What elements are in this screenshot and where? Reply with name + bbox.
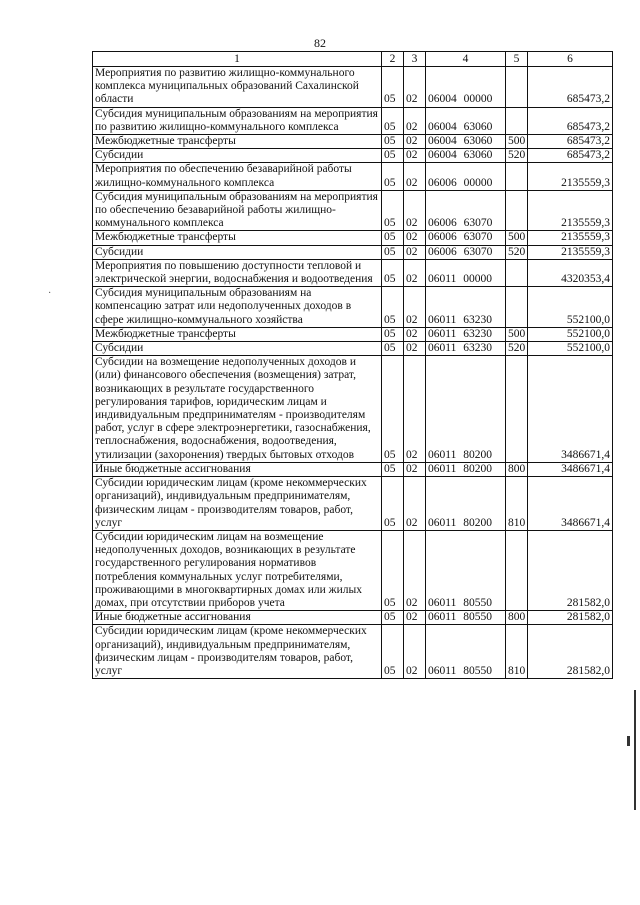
row-subsection: 02 — [404, 135, 426, 149]
table-row — [93, 625, 613, 679]
row-amount: 3486671,4 — [528, 462, 613, 476]
row-target-code: 06004 63060 — [426, 149, 506, 163]
column-header-target: 4 — [426, 52, 506, 67]
table-row — [93, 611, 613, 625]
table-row — [93, 67, 613, 108]
row-amount: 2135559,3 — [528, 190, 613, 231]
row-subsection: 02 — [404, 462, 426, 476]
row-subsection: 02 — [404, 107, 426, 134]
row-expense-type: 520 — [506, 245, 528, 259]
row-amount: 3486671,4 — [528, 356, 613, 463]
row-subsection: 02 — [404, 149, 426, 163]
row-expense-type: 500 — [506, 135, 528, 149]
column-header-expense-type: 5 — [506, 52, 528, 67]
row-section: 05 — [382, 462, 404, 476]
row-subsection: 02 — [404, 231, 426, 245]
row-subsection: 02 — [404, 611, 426, 625]
row-target-code: 06006 00000 — [426, 163, 506, 190]
row-name: Субсидия муниципальным образованиям на мероприятия по развитию жилищно-коммунального комплекса — [93, 107, 382, 134]
row-subsection: 02 — [404, 190, 426, 231]
row-section: 05 — [382, 342, 404, 356]
table-row — [93, 462, 613, 476]
row-name: Субсидии на возмещение недополученных доходов и (или) финансового обеспечения (возмещения) затрат, возникающих в результате государственного регулирования тарифов, юридическим лицам и индивидуальным предпринимателям - производителям работ, услуг в сфере электроэнергетики, газоснабжения, теплоснабжения, водоснабжения, водоотведения, утилизации (захоронения) твердых бытовых отходов — [93, 356, 382, 463]
row-subsection: 02 — [404, 342, 426, 356]
row-expense-type — [506, 163, 528, 190]
table-row — [93, 135, 613, 149]
row-name: Субсидии юридическим лицам на возмещение недополученных доходов, возникающих в результате государственного регулирования нормативов потребления коммунальных услуг потребителями, проживающими в многоквартирных домах или жилых домах, при отсутствии приборов учета — [93, 530, 382, 610]
row-section: 05 — [382, 67, 404, 108]
row-name: Межбюджетные трансферты — [93, 327, 382, 341]
table-row — [93, 287, 613, 328]
row-subsection: 02 — [404, 163, 426, 190]
row-amount: 552100,0 — [528, 327, 613, 341]
table-row — [93, 231, 613, 245]
budget-table — [92, 51, 613, 679]
scan-mark: · — [48, 288, 52, 299]
row-subsection: 02 — [404, 287, 426, 328]
row-name: Субсидии — [93, 342, 382, 356]
row-amount: 2135559,3 — [528, 163, 613, 190]
row-section: 05 — [382, 611, 404, 625]
row-section: 05 — [382, 530, 404, 610]
row-target-code: 06011 63230 — [426, 327, 506, 341]
row-name: Субсидии — [93, 245, 382, 259]
row-target-code: 06006 63070 — [426, 245, 506, 259]
row-amount: 552100,0 — [528, 287, 613, 328]
row-section: 05 — [382, 149, 404, 163]
table-header-row — [93, 52, 613, 67]
row-target-code: 06011 80200 — [426, 462, 506, 476]
row-target-code: 06011 80200 — [426, 477, 506, 531]
row-subsection: 02 — [404, 259, 426, 286]
table-row — [93, 327, 613, 341]
scan-edge-line — [634, 690, 636, 810]
row-target-code: 06006 63070 — [426, 190, 506, 231]
row-expense-type: 520 — [506, 342, 528, 356]
row-subsection: 02 — [404, 327, 426, 341]
row-name: Межбюджетные трансферты — [93, 135, 382, 149]
row-section: 05 — [382, 477, 404, 531]
table-row — [93, 530, 613, 610]
row-amount: 685473,2 — [528, 149, 613, 163]
row-name: Межбюджетные трансферты — [93, 231, 382, 245]
column-header-name: 1 — [93, 52, 382, 67]
row-section: 05 — [382, 245, 404, 259]
table-row — [93, 245, 613, 259]
row-name: Иные бюджетные ассигнования — [93, 611, 382, 625]
table-row — [93, 342, 613, 356]
row-section: 05 — [382, 287, 404, 328]
row-amount: 685473,2 — [528, 135, 613, 149]
row-expense-type: 500 — [506, 231, 528, 245]
row-expense-type — [506, 107, 528, 134]
row-section: 05 — [382, 107, 404, 134]
row-name: Субсидия муниципальным образованиям на компенсацию затрат или недополученных доходов в сфере жилищно-коммунального хозяйства — [93, 287, 382, 328]
row-target-code: 06011 80550 — [426, 611, 506, 625]
row-section: 05 — [382, 231, 404, 245]
row-target-code: 06011 00000 — [426, 259, 506, 286]
column-header-amount: 6 — [528, 52, 613, 67]
row-expense-type — [506, 530, 528, 610]
row-expense-type — [506, 190, 528, 231]
row-section: 05 — [382, 327, 404, 341]
row-expense-type: 500 — [506, 327, 528, 341]
row-target-code: 06006 63070 — [426, 231, 506, 245]
table-row — [93, 477, 613, 531]
row-subsection: 02 — [404, 67, 426, 108]
table-row — [93, 149, 613, 163]
row-amount: 281582,0 — [528, 530, 613, 610]
row-amount: 281582,0 — [528, 611, 613, 625]
row-amount: 2135559,3 — [528, 231, 613, 245]
row-expense-type: 810 — [506, 477, 528, 531]
table-row — [93, 190, 613, 231]
row-section: 05 — [382, 163, 404, 190]
table-row — [93, 259, 613, 286]
row-expense-type — [506, 67, 528, 108]
row-name: Субсидии — [93, 149, 382, 163]
row-subsection: 02 — [404, 625, 426, 679]
row-name: Субсидия муниципальным образованиям на мероприятия по обеспечению безаварийной работы жилищно-коммунального комплекса — [93, 190, 382, 231]
row-subsection: 02 — [404, 477, 426, 531]
row-target-code: 06011 80550 — [426, 625, 506, 679]
row-amount: 685473,2 — [528, 107, 613, 134]
row-expense-type: 800 — [506, 462, 528, 476]
row-section: 05 — [382, 625, 404, 679]
row-amount: 3486671,4 — [528, 477, 613, 531]
row-section: 05 — [382, 135, 404, 149]
row-expense-type — [506, 356, 528, 463]
row-expense-type: 800 — [506, 611, 528, 625]
row-name: Мероприятия по повышению доступности тепловой и электрической энергии, водоснабжения и водоотведения — [93, 259, 382, 286]
row-amount: 685473,2 — [528, 67, 613, 108]
row-expense-type: 520 — [506, 149, 528, 163]
row-target-code: 06011 80200 — [426, 356, 506, 463]
row-target-code: 06011 63230 — [426, 342, 506, 356]
row-target-code: 06011 80550 — [426, 530, 506, 610]
row-target-code: 06004 63060 — [426, 135, 506, 149]
scan-edge-tick — [627, 736, 630, 746]
row-target-code: 06011 63230 — [426, 287, 506, 328]
row-section: 05 — [382, 190, 404, 231]
row-target-code: 06004 00000 — [426, 67, 506, 108]
row-subsection: 02 — [404, 356, 426, 463]
table-row — [93, 107, 613, 134]
table-row — [93, 356, 613, 463]
row-name: Субсидии юридическим лицам (кроме некоммерческих организаций), индивидуальным предпринимателям, физическим лицам - производителям товаров, работ, услуг — [93, 625, 382, 679]
row-target-code: 06004 63060 — [426, 107, 506, 134]
row-section: 05 — [382, 259, 404, 286]
row-amount: 281582,0 — [528, 625, 613, 679]
column-header-subsection: 3 — [404, 52, 426, 67]
column-header-section: 2 — [382, 52, 404, 67]
row-name: Мероприятия по развитию жилищно-коммунального комплекса муниципальных образований Сахалинской области — [93, 67, 382, 108]
row-subsection: 02 — [404, 245, 426, 259]
row-subsection: 02 — [404, 530, 426, 610]
row-amount: 2135559,3 — [528, 245, 613, 259]
row-name: Субсидии юридическим лицам (кроме некоммерческих организаций), индивидуальным предпринимателям, физическим лицам - производителям товаров, работ, услуг — [93, 477, 382, 531]
row-expense-type: 810 — [506, 625, 528, 679]
row-section: 05 — [382, 356, 404, 463]
row-amount: 552100,0 — [528, 342, 613, 356]
page-number: 82 — [314, 36, 326, 50]
row-name: Мероприятия по обеспечению безаварийной работы жилищно-коммунального комплекса — [93, 163, 382, 190]
row-expense-type — [506, 259, 528, 286]
row-expense-type — [506, 287, 528, 328]
row-name: Иные бюджетные ассигнования — [93, 462, 382, 476]
row-amount: 4320353,4 — [528, 259, 613, 286]
table-row — [93, 163, 613, 190]
